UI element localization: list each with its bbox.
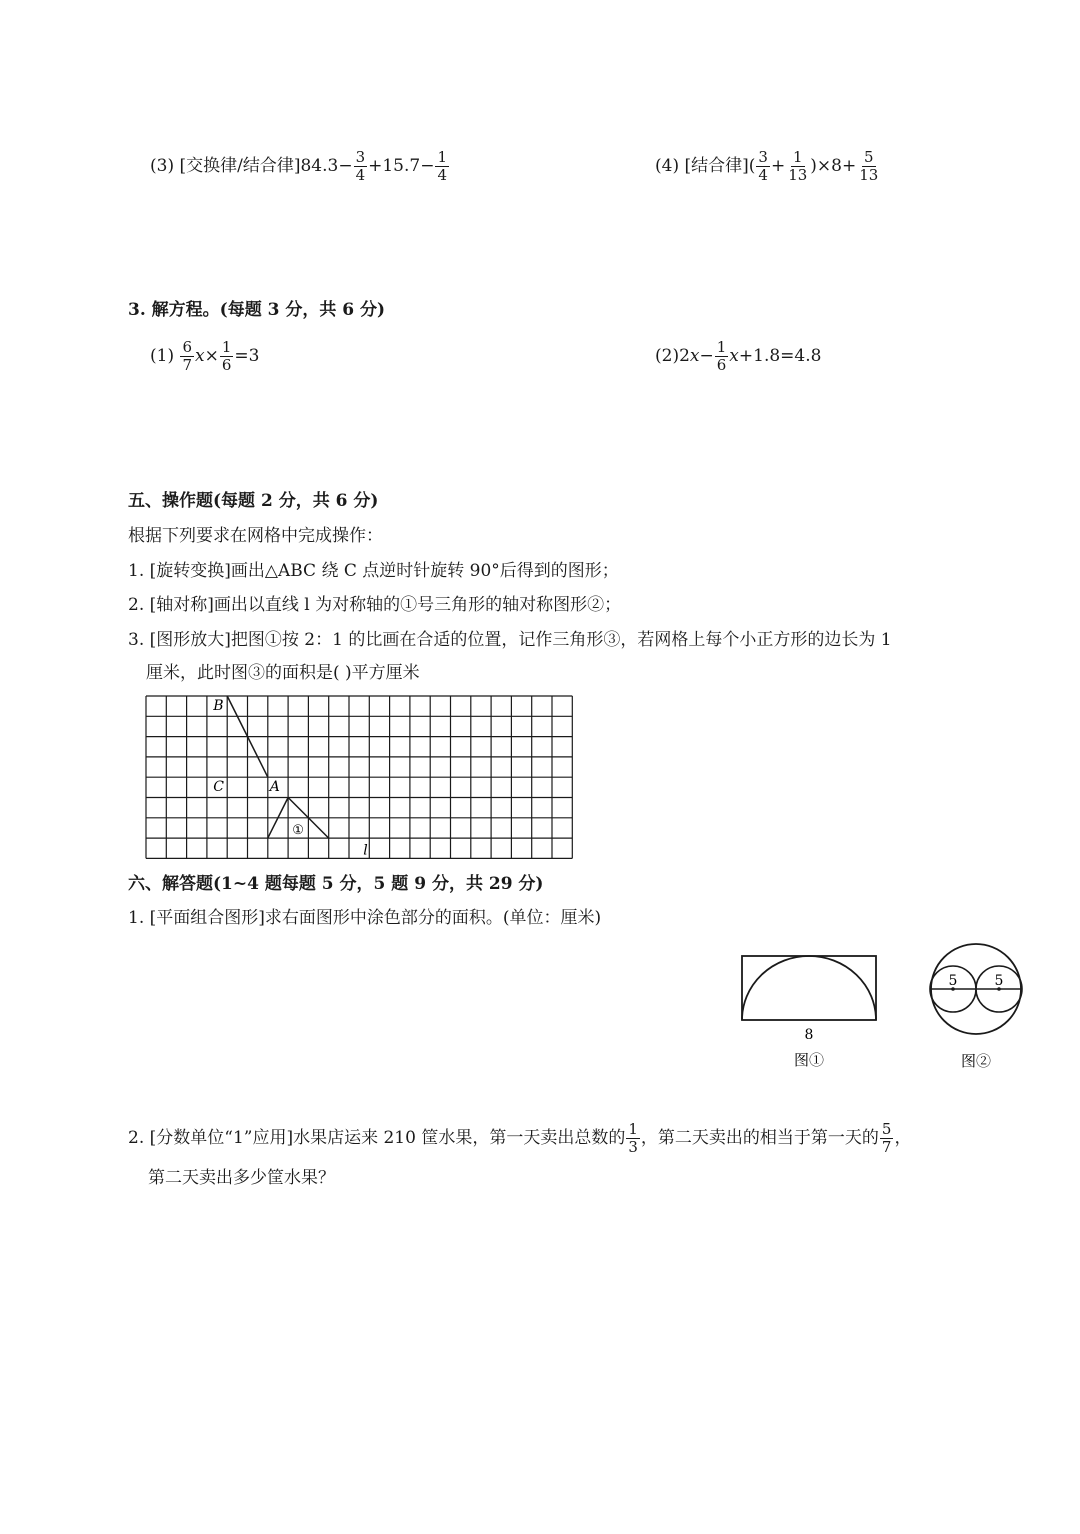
denominator: 13 [788,166,808,184]
expr-text: + [770,156,786,176]
variable: x [689,346,700,366]
numerator: 1 [716,338,727,356]
fraction [715,340,729,373]
fraction [180,340,194,373]
denominator: 6 [221,356,232,374]
fraction [786,150,809,183]
figure-2-dimension-left: 5 [948,973,958,989]
section-6-q1: 1. [平面组合图形]求右面图形中涂色部分的面积。(单位：厘米) [128,908,602,928]
section-5-title: 五、操作题(每题 2 分，共 6 分) [128,491,379,511]
denominator: 7 [881,1138,892,1156]
section-5-q3-line1: 3. [图形放大]把图①按 2：1 的比画在合适的位置，记作三角形③，若网格上每个小正方形的边长为 1 [128,630,892,650]
expr-text: × [204,346,219,366]
figure-1-rectangle [742,956,876,1020]
figure-1 [738,952,883,1072]
variable: x [729,346,739,366]
equation-2 [655,340,821,373]
grid-label-triangle-1: ① [292,823,304,839]
numerator: 3 [355,148,366,166]
expr-text: − [699,346,714,366]
numerator: 5 [881,1120,892,1138]
figure-2 [918,942,1038,1074]
fraction [756,150,770,183]
expr-text: (3) [交换律/结合律]84.3− [150,156,353,176]
expr-text: +15.7− [368,156,435,176]
expr-text: +1.8=4.8 [738,346,822,366]
question-4-3-title: 3. 解方程。(每题 3 分，共 6 分) [128,300,386,320]
expr-text: =3 [234,346,260,366]
expr-text: (2)2 [655,346,690,366]
grid-label-b: B [213,698,224,714]
numerator: 1 [628,1120,638,1138]
numerator: 6 [182,338,193,356]
fraction [435,150,449,183]
expr-text: (4) [结合律]( [655,156,756,176]
equation-1 [150,340,259,373]
section-6-q2-line2: 第二天卖出多少筐水果？ [148,1168,335,1188]
fraction [626,1122,640,1155]
denominator: 7 [182,356,193,374]
problem-text: 2. [分数单位“1”应用]水果店运来 210 筐水果，第一天卖出总数的 [128,1128,626,1148]
numerator: 3 [758,148,768,166]
denominator: 6 [716,356,727,374]
denominator: 4 [758,166,768,184]
denominator: 13 [859,166,879,184]
fraction [857,150,880,183]
grid-label-a: A [269,779,280,796]
figure-2-dimension-right: 5 [994,973,1004,989]
expr-text: )×8+ [810,156,857,176]
denominator: 3 [628,1138,638,1156]
expr-text: (1) [150,346,180,366]
figure-2-caption: 图② [960,1052,992,1070]
figure-1-caption: 图① [793,1051,825,1069]
section-5-q3-line2: 厘米，此时图③的面积是( )平方厘米 [146,663,420,683]
fraction [880,1122,894,1155]
problem-4-2-3 [150,150,450,183]
problem-text: ，第二天卖出的相当于第一天的 [640,1128,879,1148]
section-5-q2: 2. [轴对称]画出以直线 l 为对称轴的①号三角形的轴对称图形②； [128,595,622,615]
problem-4-2-4 [655,150,881,183]
numerator: 1 [792,148,803,166]
fraction [354,150,368,183]
denominator: 4 [437,166,448,184]
numerator: 5 [863,148,874,166]
fraction [220,340,234,373]
grid-label-l: l [363,842,368,859]
section-5-q1: 1. [旋转变换]画出△ABC 绕 C 点逆时针旋转 90°后得到的图形； [128,561,619,581]
section-6-title: 六、解答题(1~4 题每题 5 分，5 题 9 分，共 29 分) [128,874,544,894]
figure-1-semicircle [742,956,876,1020]
section-5-intro: 根据下列要求在网格中完成操作： [128,526,383,546]
numerator: 1 [437,148,448,166]
section-6-q2-line1 [128,1122,911,1155]
denominator: 4 [355,166,366,184]
problem-text: ， [894,1128,912,1148]
numerator: 1 [221,338,232,356]
variable: x [195,346,205,366]
grid-label-c: C [213,779,224,796]
figure-1-dimension: 8 [804,1027,814,1043]
operation-grid [140,690,580,862]
